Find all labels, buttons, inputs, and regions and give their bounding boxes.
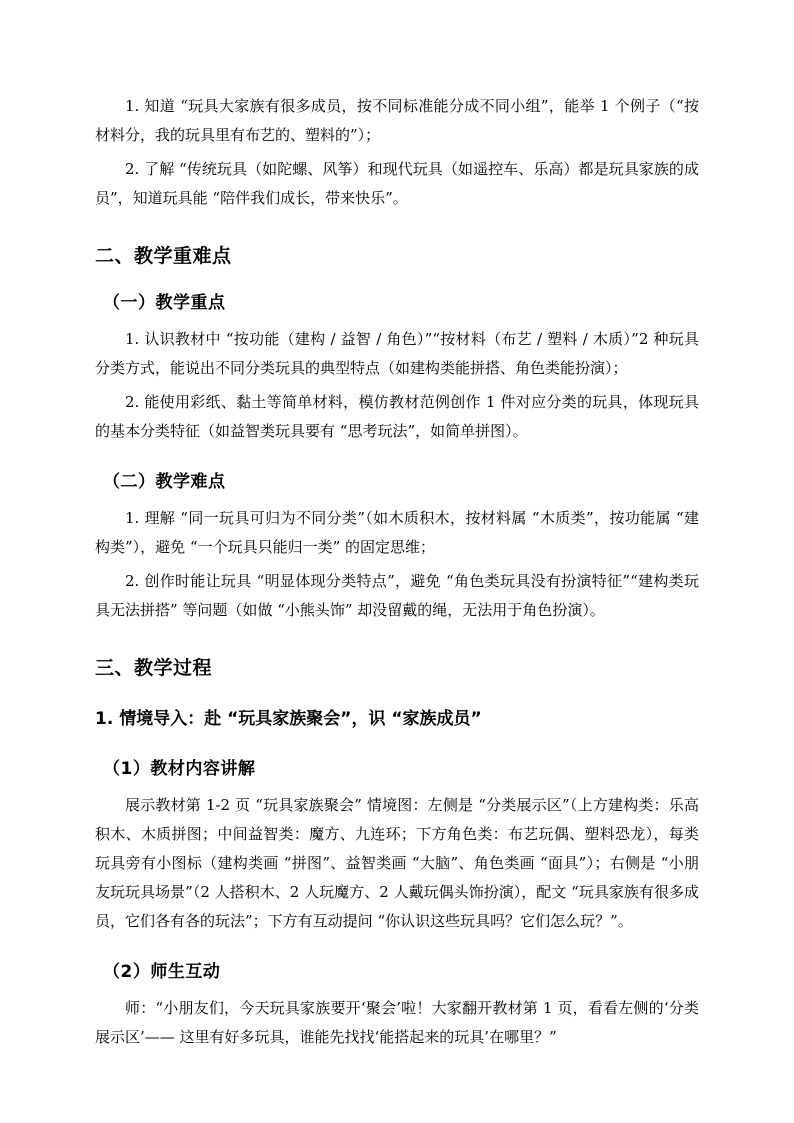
section-heading-key-points: 二、教学重难点 bbox=[95, 245, 232, 267]
subheading-teaching-difficulty: （二）教学难点 bbox=[103, 472, 226, 492]
difficulty-item-1: 1. 理解 “同一玩具可归为不同分类”（如木质积木，按材料属 “木质类”，按功能属 “建构类”），避免 “一个玩具只能归一类” 的固定思维； bbox=[95, 509, 699, 556]
difficulty-item-2: 2. 创作时能让玩具 “明显体现分类特点”，避免 “角色类玩具没有扮演特征”“建构类玩具无法拼搭” 等问题（如做 “小熊头饰” 却没留戴的绳，无法用于角色扮演）。 bbox=[95, 572, 699, 619]
objective-paragraph-2: 2. 了解 “传统玩具（如陀螺、风筝）和现代玩具（如遥控车、乐高）都是玩具家族的成员”，知道玩具能 “陪伴我们成长，带来快乐”。 bbox=[95, 160, 699, 207]
step-heading-situation-intro: 1. 情境导入：赴 “玩具家族聚会”，识 “家族成员” bbox=[95, 709, 482, 729]
subheading-teacher-student-interaction: （2）师生互动 bbox=[103, 962, 221, 982]
focus-item-2: 2. 能使用彩纸、黏土等简单材料，模仿教材范例创作 1 件对应分类的玩具，体现玩具的基本分类特征（如益智类玩具要有 “思考玩法”，如简单拼图）。 bbox=[95, 393, 699, 440]
section-heading-process: 三、教学过程 bbox=[95, 657, 213, 679]
material-explanation-text: 展示教材第 1-2 页 “玩具家族聚会” 情境图：左侧是 “分类展示区”（上方建构类：乐高积木、木质拼图；中间益智类：魔方、九连环；下方角色类：布艺玩偶、塑料恐龙），每类玩具旁有小图标（建构类画 “拼图”、益智类画 “大脑”、角色类画 “面具”）；右侧是 “小朋友玩玩具场景”（2 人搭积木、2 人玩魔方、2 人戴玩偶头饰扮演），配文 “玩具家族有很多成员，它们各有各的玩法”；下方有互动提问 “你认识这些玩具吗？它们怎么玩？”。 bbox=[95, 796, 699, 930]
subheading-material-explanation: （1）教材内容讲解 bbox=[103, 759, 256, 779]
objective-paragraph-1: 1. 知道 “玩具大家族有很多成员，按不同标准能分成不同小组”，能举 1 个例子（“按材料分，我的玩具里有布艺的、塑料的”）； bbox=[95, 97, 699, 144]
interaction-text: 师：“小朋友们，今天玩具家族要开‘聚会’啦！大家翻开教材第 1 页，看看左侧的‘分类展示区’—— 这里有好多玩具，谁能先找找‘能搭起来的玩具’在哪里？” bbox=[95, 999, 699, 1046]
subheading-teaching-focus: （一）教学重点 bbox=[103, 293, 226, 313]
focus-item-1: 1. 认识教材中 “按功能（建构 / 益智 / 角色）”“按材料（布艺 / 塑料 / 木质）”2 种玩具分类方式，能说出不同分类玩具的典型特点（如建构类能拼搭、角色类能扮演）； bbox=[95, 330, 699, 377]
